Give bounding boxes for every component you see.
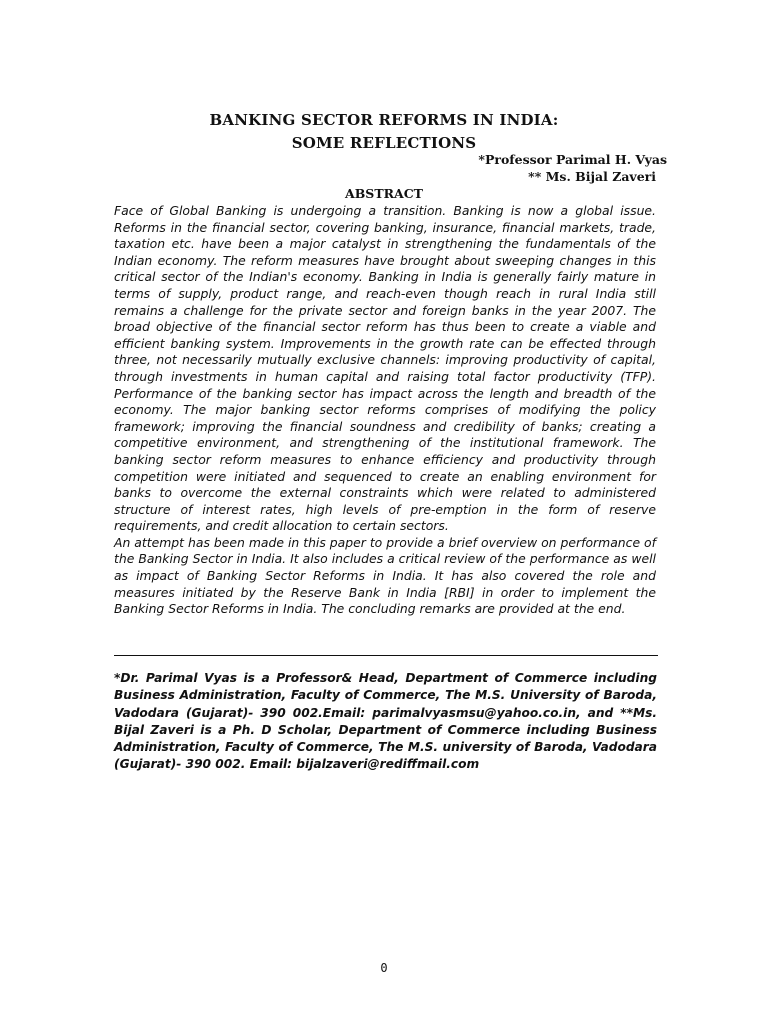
paper-title-line-1: BANKING SECTOR REFORMS IN INDIA:	[209, 111, 559, 129]
abstract-paragraph: Face of Global Banking is undergoing a transition. Banking is now a global issue. Reforms in the financial sector, covering banking, insurance, financial markets, trade, taxation etc. have been a major catalyst in strengthening the fundamentals of the Indian economy. The reform measures have brought about sweeping changes in this critical sector of the Indian's economy. Banking in India is generally fairly mature in terms of supply, product range, and reach-even though reach in rural India still remains a challenge for the private sector and foreign banks in the year 2007. The broad objective of the financial sector reform has thus been to create a viable and efficient banking system. Improvements in the growth rate can be effected through three, not necessarily mutually exclusive channels: improving productivity of capital, through investments in human capital and raising total factor productivity (TFP). Performance of the banking sector has impact across the length and breadth of the economy. The major banking sector reforms comprises of modifying the policy framework; improving the financial soundness and credibility of banks; creating a competitive environment, and strengthening of the institutional framework. The banking sector reform measures to enhance efficiency and productivity through competition were initiated and sequenced to create an enabling environment for banks to overcome the external constraints which were related to administered structure of interest rates, high levels of pre-emption in the form of reserve requirements, and credit allocation to certain sectors.	[114, 203, 656, 534]
paper-title-line-2: SOME REFLECTIONS	[291, 134, 477, 152]
footnote-divider	[114, 655, 658, 656]
author-secondary: ** Ms. Bijal Zaveri	[528, 169, 656, 184]
abstract-paragraph: An attempt has been made in this paper to provide a brief overview on performance of the Banking Sector in India. It also includes a critical review of the performance as well as impact of Banking Sector Reforms in India. It has also covered the role and measures initiated by the Reserve Bank in India [RBI] in order to implement the Banking Sector Reforms in India. The concluding remarks are provided at the end.	[114, 534, 656, 617]
abstract-body	[114, 203, 656, 618]
author-primary: *Professor Parimal H. Vyas	[478, 152, 667, 167]
page-number: 0	[380, 961, 388, 975]
author-footnote: *Dr. Parimal Vyas is a Professor& Head, Department of Commerce including Business Administration, Faculty of Commerce, The M.S. University of Baroda, Vadodara (Gujarat)- 390 002.Email: parimalvyasmsu@yahoo.co.in, and **Ms. Bijal Zaveri is a Ph. D Scholar, Department of Commerce including Business Administration, Faculty of Commerce, The M.S. university of Baroda, Vadodara (Gujarat)- 390 002. Email: bijalzaveri@rediffmail.com	[114, 671, 657, 772]
abstract-heading: ABSTRACT	[345, 186, 423, 201]
